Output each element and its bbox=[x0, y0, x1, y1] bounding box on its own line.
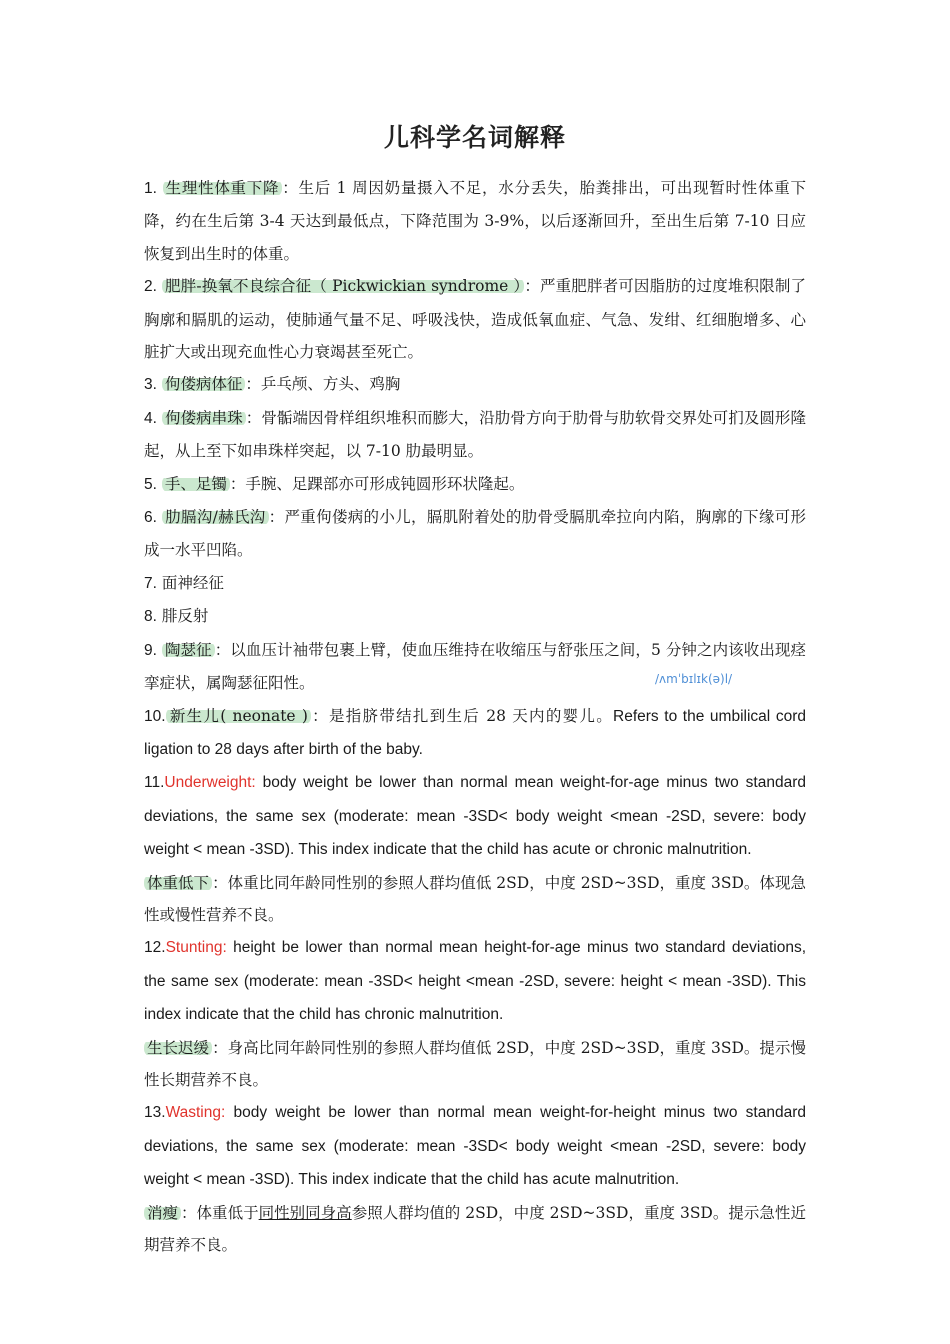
definition-text: 是指脐带结扎到生后 28 天内的婴儿。 bbox=[328, 706, 614, 725]
entry-4 bbox=[144, 402, 806, 468]
phonetic-annotation: /ʌmˈbɪlɪk(ə)l/ bbox=[655, 672, 733, 686]
definition-text: 手腕、足踝部亦可形成钝圆形环状隆起。 bbox=[245, 474, 525, 493]
entry-11-chinese bbox=[144, 867, 806, 932]
colon: ： bbox=[310, 706, 329, 725]
definition-text: 骨骺端因骨样组织堆积而膨大，沿肋骨方向于肋骨与肋软骨交界处可扪及圆形隆起，从上至下如串珠样突起，以 7-10 肋最明显。 bbox=[144, 408, 806, 461]
entry-13-chinese bbox=[144, 1197, 806, 1262]
english-term: Wasting: bbox=[165, 1104, 226, 1122]
entry-10 bbox=[144, 700, 806, 767]
highlighted-term: 体重低下 bbox=[144, 874, 212, 892]
colon: ： bbox=[214, 640, 231, 659]
entry-13 bbox=[144, 1096, 806, 1196]
entry-number: 4. bbox=[144, 409, 157, 427]
term-text: 面神经征 bbox=[161, 573, 224, 592]
term-text: 腓反射 bbox=[161, 607, 209, 626]
colon: ： bbox=[524, 277, 540, 296]
highlighted-term: 肥胖-换氧不良综合征（ Pickwickian syndrome ） bbox=[162, 277, 524, 295]
entry-number: 10. bbox=[144, 707, 166, 725]
definition-text: 身高比同年龄同性别的参照人群均值低 2SD，中度 2SD~3SD，重度 3SD。提示慢性长期营养不良。 bbox=[144, 1038, 806, 1089]
english-term: Stunting: bbox=[165, 939, 227, 957]
definition-text: 参照人群均值的 2SD，中度 2SD~3SD，重度 3SD。提示急性近期营养不良。 bbox=[144, 1203, 806, 1254]
definition-text: 严重肥胖者可因脂肪的过度堆积限制了胸廓和膈肌的运动，使肺通气量不足、呼吸浅快，造成低氧血症、气急、发绀、红细胞增多、心脏扩大或出现充血性心力衰竭甚至死亡。 bbox=[144, 277, 806, 362]
document-page bbox=[144, 118, 806, 1261]
entry-number: 12. bbox=[144, 939, 166, 957]
entry-2 bbox=[144, 270, 806, 368]
entry-11 bbox=[144, 766, 806, 866]
definition-text: 乒乓颅、方头、鸡胸 bbox=[260, 375, 401, 394]
entry-number: 2. bbox=[144, 278, 157, 296]
highlighted-term: 生理性体重下降 bbox=[163, 179, 283, 197]
definition-text: 体重比同年龄同性别的参照人群均值低 2SD，中度 2SD~3SD，重度 3SD。体现急性或慢性营养不良。 bbox=[144, 873, 806, 924]
entry-number: 8. bbox=[144, 608, 157, 626]
entry-number: 5. bbox=[144, 475, 157, 493]
highlighted-term: 新生儿( neonate ) bbox=[166, 707, 311, 725]
colon: ： bbox=[268, 508, 285, 527]
highlighted-term: 生长迟缓 bbox=[144, 1039, 212, 1057]
entry-6 bbox=[144, 501, 806, 567]
definition-text-english: body weight be lower than normal mean weight-for-age minus two standard deviations, the same sex (moderate: mean -3SD< body weight <mean -2SD, severe: body weight < mean -3SD). This index indicate that the child has acute or chronic malnutrition. bbox=[144, 774, 806, 859]
entry-number: 13. bbox=[144, 1104, 166, 1122]
highlighted-term: 消瘦 bbox=[144, 1204, 181, 1222]
page-title: 儿科学名词解释 bbox=[383, 123, 566, 152]
highlighted-term: 佝偻病体征 bbox=[162, 375, 246, 393]
definition-text: 以血压计袖带包裹上臂，使血压维持在收缩压与舒张压之间，5 分钟之内该收出现痉挛症状，属陶瑟征阳性。 bbox=[144, 640, 806, 693]
entry-3 bbox=[144, 368, 806, 401]
entry-9 bbox=[144, 634, 806, 700]
definition-text: 严重佝偻病的小儿，膈肌附着处的肋骨受膈肌牵拉向内陷，胸廓的下缘可形成一水平凹陷。 bbox=[144, 508, 806, 560]
entry-12-chinese bbox=[144, 1032, 806, 1097]
colon: ： bbox=[245, 408, 262, 427]
entry-8 bbox=[144, 600, 806, 633]
highlighted-term: 肋膈沟/赫氏沟 bbox=[162, 508, 268, 526]
entry-number: 11. bbox=[144, 774, 165, 792]
definition-text: 生后 1 周因奶量摄入不足，水分丢失，胎粪排出，可出现暂时性体重下降，约在生后第 3-4 天达到最低点，下降范围为 3-9%，以后逐渐回升，至出生后第 7-10 日应恢复到出生时的体重。 bbox=[144, 179, 806, 263]
underlined-text: 同性别同身高 bbox=[258, 1203, 352, 1222]
colon: ： bbox=[229, 474, 246, 493]
colon: ： bbox=[245, 375, 261, 394]
entry-number: 1. bbox=[144, 180, 157, 197]
colon: ： bbox=[212, 873, 228, 892]
highlighted-term: 陶瑟征 bbox=[162, 641, 215, 659]
entry-number: 9. bbox=[144, 641, 157, 659]
colon: ： bbox=[282, 179, 299, 197]
highlighted-term: 佝偻病串珠 bbox=[162, 409, 246, 427]
colon: ： bbox=[181, 1203, 197, 1222]
entry-number: 7. bbox=[144, 574, 157, 592]
definition-text-english: Refers to the umbilical cord ligation to 28 days after birth of the baby. bbox=[144, 707, 806, 758]
definition-text: 体重低于 bbox=[196, 1203, 259, 1222]
entry-number: 6. bbox=[144, 509, 157, 527]
colon: ： bbox=[212, 1038, 228, 1057]
entry-5 bbox=[144, 468, 806, 501]
entry-number: 3. bbox=[144, 376, 157, 394]
highlighted-term: 手、足镯 bbox=[162, 475, 230, 493]
definition-text-english: body weight be lower than normal mean weight-for-height minus two standard deviations, the same sex (moderate: mean -3SD< body weight <mean -2SD, severe: body weight < mean -3SD). This index indicate that the child has acute malnutrition. bbox=[144, 1104, 806, 1189]
english-term: Underweight: bbox=[164, 774, 256, 792]
entry-12 bbox=[144, 931, 806, 1031]
definition-text-english: height be lower than normal mean height-for-age minus two standard deviations, the same sex (moderate: mean -3SD< height <mean -2SD, severe: height < mean -3SD). This index indicate that the child has chronic malnutrition. bbox=[144, 939, 806, 1024]
entry-7 bbox=[144, 567, 806, 600]
entry-1 bbox=[144, 172, 806, 270]
